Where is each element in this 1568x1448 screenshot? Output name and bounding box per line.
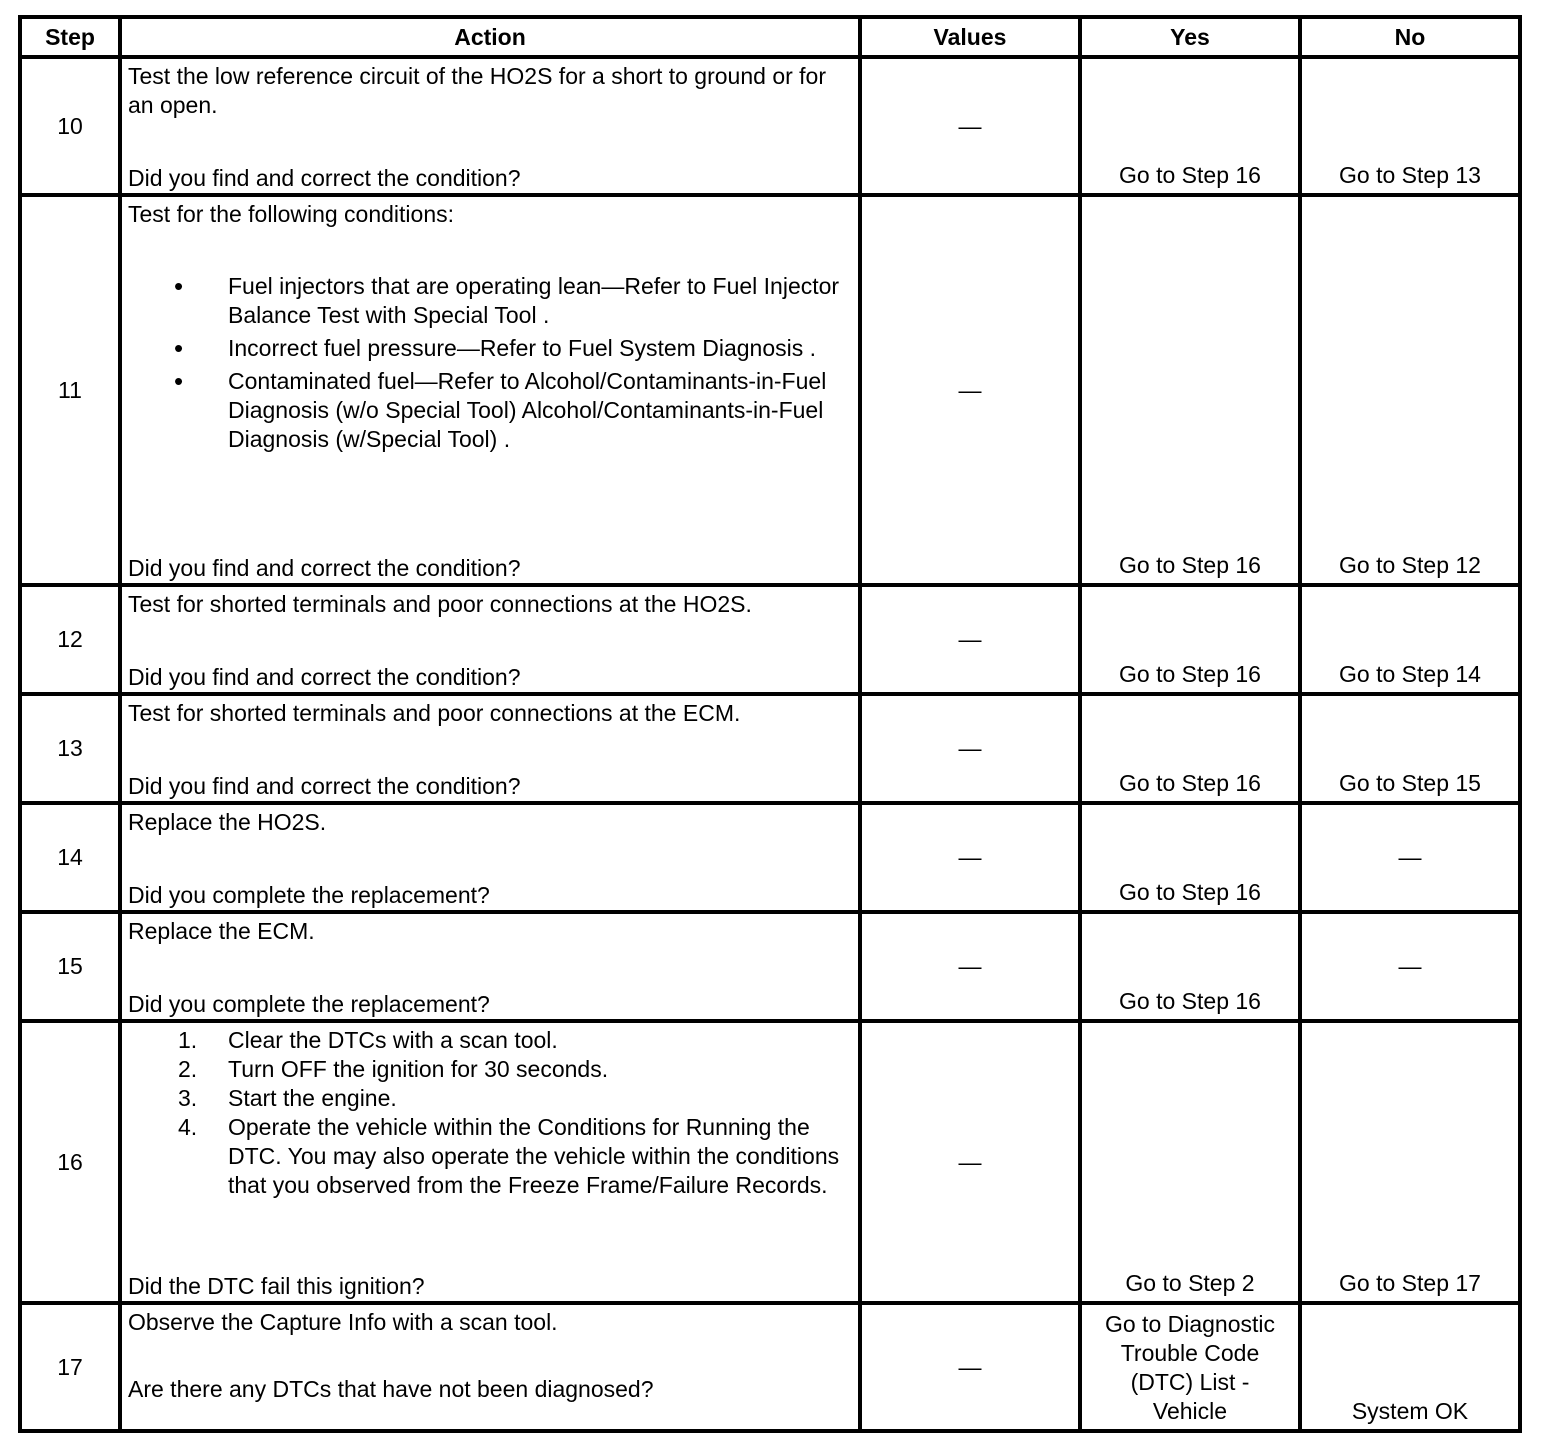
list-text: Turn OFF the ignition for 30 seconds.	[228, 1056, 609, 1082]
values-cell: —	[860, 195, 1080, 585]
step-number: 16	[20, 1021, 120, 1303]
condition-list	[128, 272, 852, 454]
action-text: Test for the following conditions:	[128, 201, 455, 227]
values-cell: —	[860, 585, 1080, 694]
values-cell: —	[860, 1303, 1080, 1431]
yes-cell: Go to Step 16	[1080, 57, 1300, 195]
step-number: 17	[20, 1303, 120, 1431]
table-row	[20, 912, 1520, 1021]
list-text: Operate the vehicle within the Conditions for Running the DTC. You may also operate the vehicle within the conditions that you observed from the Freeze Frame/Failure Records.	[228, 1114, 840, 1198]
action-question: Did you complete the replacement?	[128, 991, 490, 1017]
list-item	[128, 1113, 852, 1200]
action-cell	[120, 1303, 860, 1431]
action-cell	[120, 694, 860, 803]
no-cell: —	[1300, 803, 1520, 912]
action-cell	[120, 195, 860, 585]
step-number: 13	[20, 694, 120, 803]
no-cell: Go to Step 12	[1300, 195, 1520, 585]
no-cell: Go to Step 17	[1300, 1021, 1520, 1303]
action-text: Replace the ECM.	[128, 918, 315, 944]
table-row	[20, 57, 1520, 195]
yes-cell: Go to Step 16	[1080, 195, 1300, 585]
action-cell	[120, 57, 860, 195]
action-question: Are there any DTCs that have not been diagnosed?	[128, 1376, 654, 1402]
list-text: Clear the DTCs with a scan tool.	[228, 1027, 558, 1053]
action-question: Did you complete the replacement?	[128, 882, 490, 908]
values-cell: —	[860, 803, 1080, 912]
action-question: Did you find and correct the condition?	[128, 773, 521, 799]
action-question: Did you find and correct the condition?	[128, 664, 521, 690]
header-yes: Yes	[1080, 17, 1300, 57]
table-row	[20, 585, 1520, 694]
action-cell	[120, 585, 860, 694]
list-text: Start the engine.	[228, 1085, 397, 1111]
yes-cell: Go to Step 2	[1080, 1021, 1300, 1303]
no-cell: System OK	[1300, 1303, 1520, 1431]
list-number: 3.	[178, 1085, 198, 1111]
list-number: 1.	[178, 1027, 198, 1053]
action-cell	[120, 912, 860, 1021]
list-number: 4.	[178, 1114, 198, 1140]
action-text: Test for shorted terminals and poor connections at the HO2S.	[128, 591, 752, 617]
no-cell: Go to Step 13	[1300, 57, 1520, 195]
table-row	[20, 195, 1520, 585]
list-item: • Contaminated fuel—Refer to Alcohol/Contaminants-in-Fuel Diagnosis (w/o Special Tool) Alcohol/Contaminants-in-Fuel Diagnosis (w/Special Tool) .	[128, 367, 852, 454]
action-text: Test for shorted terminals and poor connections at the ECM.	[128, 700, 741, 726]
no-cell: Go to Step 15	[1300, 694, 1520, 803]
procedure-list	[128, 1026, 852, 1200]
values-cell: —	[860, 694, 1080, 803]
step-number: 14	[20, 803, 120, 912]
list-number: 2.	[178, 1056, 198, 1082]
table-row	[20, 1021, 1520, 1303]
table-row	[20, 694, 1520, 803]
step-number: 10	[20, 57, 120, 195]
list-item	[128, 1084, 852, 1113]
action-cell	[120, 803, 860, 912]
yes-cell: Go to Diagnostic Trouble Code (DTC) List - Vehicle	[1080, 1303, 1300, 1431]
action-text: Observe the Capture Info with a scan tool.	[128, 1309, 558, 1335]
diagnostic-table	[18, 15, 1522, 1433]
action-text: Replace the HO2S.	[128, 809, 327, 835]
step-number: 15	[20, 912, 120, 1021]
list-item: • Incorrect fuel pressure—Refer to Fuel System Diagnosis .	[128, 334, 852, 363]
list-item: • Fuel injectors that are operating lean—Refer to Fuel Injector Balance Test with Special Tool .	[128, 272, 852, 330]
header-row	[20, 17, 1520, 57]
values-cell: —	[860, 912, 1080, 1021]
table-row	[20, 1303, 1520, 1431]
action-question: Did you find and correct the condition?	[128, 165, 521, 191]
list-item	[128, 1055, 852, 1084]
no-cell: —	[1300, 912, 1520, 1021]
header-values: Values	[860, 17, 1080, 57]
yes-cell: Go to Step 16	[1080, 694, 1300, 803]
yes-cell: Go to Step 16	[1080, 912, 1300, 1021]
step-number: 12	[20, 585, 120, 694]
header-action: Action	[120, 17, 860, 57]
action-text: Test the low reference circuit of the HO2S for a short to ground or for an open.	[128, 63, 826, 118]
list-item	[128, 1026, 852, 1055]
table-row	[20, 803, 1520, 912]
step-number: 11	[20, 195, 120, 585]
header-no: No	[1300, 17, 1520, 57]
action-question: Did the DTC fail this ignition?	[128, 1273, 425, 1299]
action-question: Did you find and correct the condition?	[128, 555, 521, 581]
yes-cell: Go to Step 16	[1080, 585, 1300, 694]
no-cell: Go to Step 14	[1300, 585, 1520, 694]
values-cell: —	[860, 57, 1080, 195]
header-step: Step	[20, 17, 120, 57]
diagnostic-table-container	[18, 15, 1522, 1433]
values-cell: —	[860, 1021, 1080, 1303]
yes-cell: Go to Step 16	[1080, 803, 1300, 912]
action-cell	[120, 1021, 860, 1303]
